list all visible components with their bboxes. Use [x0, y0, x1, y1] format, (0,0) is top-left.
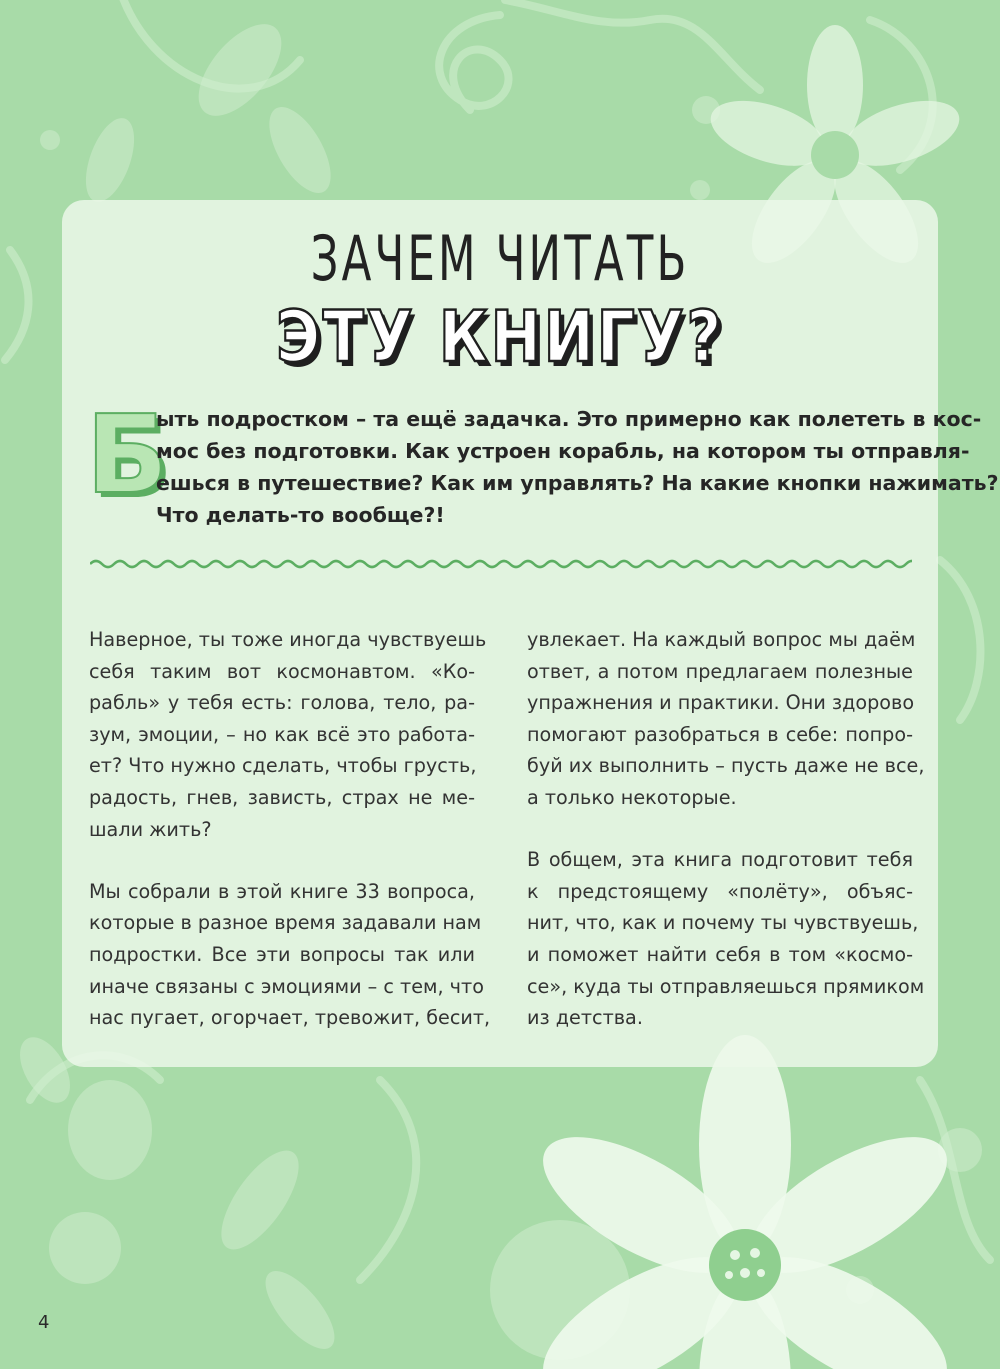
right-column — [527, 624, 925, 1064]
text-line: ет? Что нужно сделать, чтобы грусть, — [89, 754, 477, 778]
left-column — [89, 624, 491, 1064]
text-line: иначе связаны с эмоциями – с тем, что — [89, 974, 484, 998]
intro-line: ешься в путешествие? Как им управлять? На какие кнопки нажимать? — [156, 471, 999, 495]
text-line: шали жить? — [89, 817, 212, 841]
page-title-line2: ЭТУ КНИГУ? — [275, 296, 725, 378]
text-line: Мы собрали в этой книге 33 вопроса, — [89, 879, 475, 903]
text-line: ответ, а потом предлагаем полезные — [527, 659, 913, 683]
text-line: рабль» у тебя есть: голова, тело, ра- — [89, 691, 475, 715]
left-paragraph-2 — [89, 876, 491, 1034]
text-line: нит, что, как и почему ты чувствуешь, — [527, 911, 919, 935]
text-line: и поможет найти себя в том «космо- — [527, 942, 913, 966]
text-line: а только некоторые. — [527, 785, 737, 809]
page-number: 4 — [38, 1312, 50, 1333]
text-line: которые в разное время задавали нам — [89, 911, 482, 935]
text-line: нас пугает, огорчает, тревожит, бесит, — [89, 1006, 491, 1030]
text-line: подростки. Все эти вопросы так или — [89, 942, 475, 966]
drop-cap: Б — [86, 393, 169, 518]
right-paragraph-2 — [527, 844, 925, 1034]
intro-line: мос без подготовки. Как устроен корабль, на котором ты отправля- — [156, 439, 970, 463]
text-line: В общем, эта книга подготовит тебя — [527, 848, 913, 872]
text-line: из детства. — [527, 1006, 643, 1030]
text-line: буй их выполнить – пусть даже не все, — [527, 754, 925, 778]
intro-line: Что делать-то вообще?! — [156, 503, 445, 527]
page-title-line1: ЗАЧЕМ ЧИТАТЬ — [310, 222, 690, 295]
text-line: радость, гнев, зависть, страх не ме- — [89, 785, 475, 809]
intro-line: ыть подростком – та ещё задачка. Это примерно как полететь в кос- — [156, 407, 982, 431]
right-paragraph-1 — [527, 624, 925, 814]
text-line: к предстоящему «полёту», объяс- — [527, 879, 913, 903]
text-line: зум, эмоции, – но как всё это работа- — [89, 722, 475, 746]
text-line: помогают разобраться в себе: попро- — [527, 722, 913, 746]
text-line: себя таким вот космонавтом. «Ко- — [89, 659, 475, 683]
intro-paragraph — [156, 403, 999, 531]
text-line: увлекает. На каждый вопрос мы даём — [527, 628, 916, 651]
text-line: Наверное, ты тоже иногда чувствуешь — [89, 628, 487, 651]
left-paragraph-1 — [89, 624, 487, 845]
text-line: упражнения и практики. Они здорово — [527, 691, 915, 715]
text-line: се», куда ты отправляешься прямиком — [527, 974, 925, 998]
wavy-divider — [90, 556, 912, 572]
